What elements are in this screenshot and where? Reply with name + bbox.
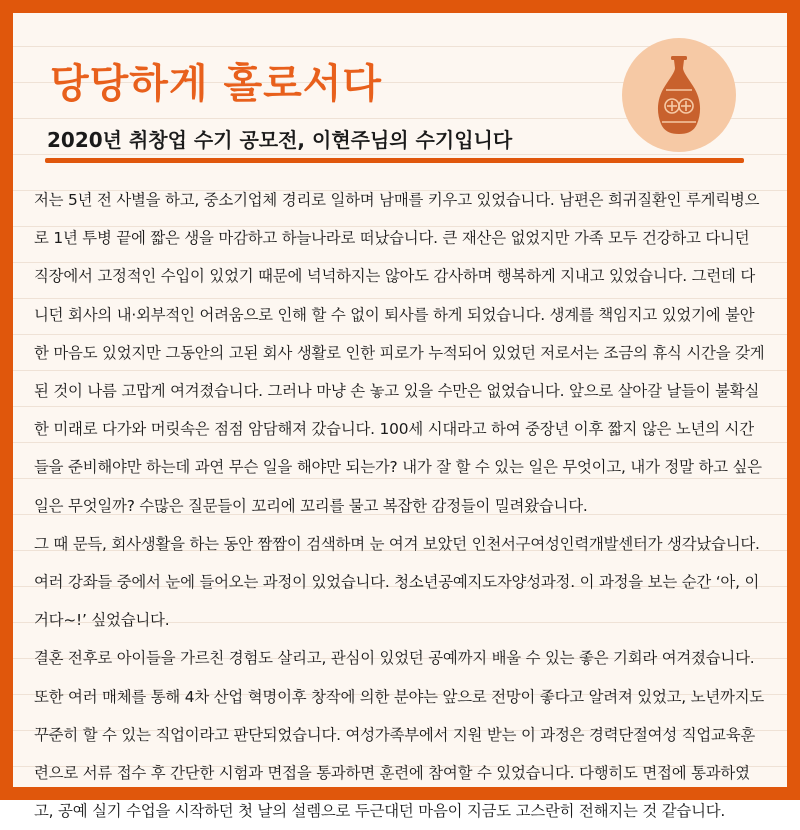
page-title: 당당하게 홀로서다 [50, 61, 383, 107]
essay-paragraph: 결혼 전후로 아이들을 가르친 경험도 살리고, 관심이 있었던 공예까지 배울 수 있는 좋은 기회라 여겨졌습니다. 또한 여러 매체를 통해 4차 산업 혁명이후 창작에 의한 분야는 앞으로 전망이 좋다고 알려져 있었고, 노년까지도 꾸준히 할 수 있는 직업이라고 판단되었습니다. 여성가족부에서 지원 받는 이 과정은 경력단절여성 직업교육훈련으로 서류 접수 후 간단한 시험과 면접을 통과하면 훈련에 참여할 수 있었습니다. 다행히도 면접에 통과하였고, 공예 실기 수업을 시작하던 첫 날의 설렘으로 두근대던 마음이 지금도 고스란히 전해지는 것 같습니다. [34, 649, 765, 821]
essay-paragraph: 그 때 문득, 회사생활을 하는 동안 짬짬이 검색하며 눈 여겨 보았던 인천서구여성인력개발센터가 생각났습니다. 여러 강좌들 중에서 눈에 들어오는 과정이 있었습니다. 청소년공예지도자양성과정. 이 과정을 보는 순간 ‘아, 이거다~!’ 싶었습니다. [34, 534, 760, 630]
page-subtitle: 2020년 취창업 수기 공모전, 이현주님의 수기입니다 [47, 128, 513, 152]
essay-body [34, 181, 766, 830]
header-divider [45, 158, 744, 163]
essay-paragraph: 저는 5년 전 사별을 하고, 중소기업체 경리로 일하며 남매를 키우고 있었습니다. 남편은 희귀질환인 루게릭병으로 1년 투병 끝에 짧은 생을 마감하고 하늘나라로 떠났습니다. 큰 재산은 없었지만 가족 모두 건강하고 다니던 직장에서 고정적인 수입이 있었기 때문에 넉넉하지는 않아도 감사하며 행복하게 지내고 있었습니다. 그런데 다니던 회사의 내·외부적인 어려움으로 인해 할 수 없이 퇴사를 하게 되었습니다. 생계를 책임지고 있었기에 불안한 마음도 있었지만 그동안의 고된 회사 생활로 인한 피로가 누적되어 있었던 저로서는 조금의 휴식 시간을 갖게 된 것이 나름 고맙게 여겨졌습니다. 그러나 마냥 손 놓고 있을 수만은 없었습니다. 앞으로 살아갈 날들이 불확실한 미래로 다가와 머릿속은 점점 암담해져 갔습니다. 100세 시대라고 하여 중장년 이후 짧지 않은 노년의 시간들을 준비해야만 하는데 과연 무슨 일을 해야만 되는가? 내가 잘 할 수 있는 일은 무엇이고, 내가 정말 하고 싶은 일은 무엇일까? 수많은 질문들이 꼬리에 꼬리를 물고 복잡한 감정들이 밀려왔습니다. [34, 191, 765, 515]
vase-icon [622, 38, 736, 152]
